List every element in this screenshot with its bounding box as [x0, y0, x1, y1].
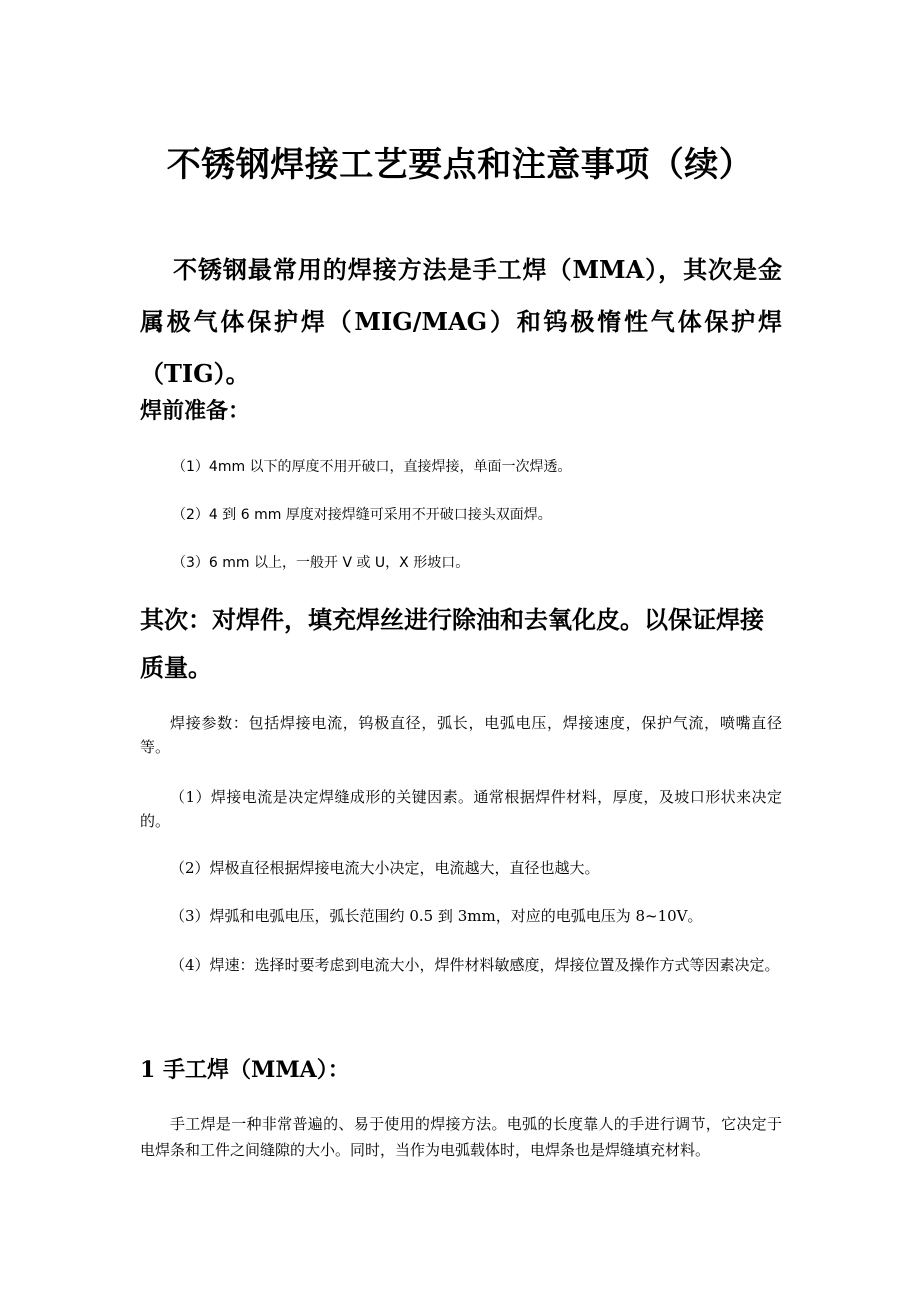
- section-heading-mma: 1 手工焊（MMA）：: [140, 1057, 350, 1083]
- prep-item: （2）4 到 6 mm 厚度对接焊缝可采用不开破口接头双面焊。: [172, 507, 552, 523]
- params-item: （4）焊速：选择时要考虑到电流大小，焊件材料敏感度，焊接位置及操作方式等因素决定。: [170, 956, 780, 974]
- second-heading: 其次：对焊件，填充焊丝进行除油和去氧化皮。以保证焊接质量。: [140, 605, 764, 682]
- intro-paragraph: 不锈钢最常用的焊接方法是手工焊（MMA），其次是金属极气体保护焊（MIG/MAG）和钨极惰性气体保护焊（TIG）。: [140, 255, 782, 388]
- params-item: （3）焊弧和电弧电压，弧长范围约 0.5 到 3mm，对应的电弧电压为 8~10V。: [170, 907, 703, 925]
- params-item: （1）焊接电流是决定焊缝成形的关键因素。通常根据焊件材料，厚度，及坡口形状来决定的。: [140, 788, 782, 830]
- prep-item: （1）4mm 以下的厚度不用开破口，直接焊接，单面一次焊透。: [172, 459, 572, 475]
- prep-item: （3）6 mm 以上，一般开 V 或 U，X 形坡口。: [172, 555, 470, 571]
- prep-heading: 焊前准备：: [140, 398, 251, 424]
- document-title: 不锈钢焊接工艺要点和注意事项（续）: [166, 145, 754, 185]
- section-body-mma: 手工焊是一种非常普遍的、易于使用的焊接方法。电弧的长度靠人的手进行调节，它决定于电焊条和工件之间缝隙的大小。同时，当作为电弧载体时，电焊条也是焊缝填充材料。: [140, 1115, 782, 1159]
- params-intro: 焊接参数：包括焊接电流，钨极直径，弧长，电弧电压，焊接速度，保护气流，喷嘴直径等。: [140, 714, 782, 756]
- params-item: （2）焊极直径根据焊接电流大小决定，电流越大，直径也越大。: [170, 859, 600, 877]
